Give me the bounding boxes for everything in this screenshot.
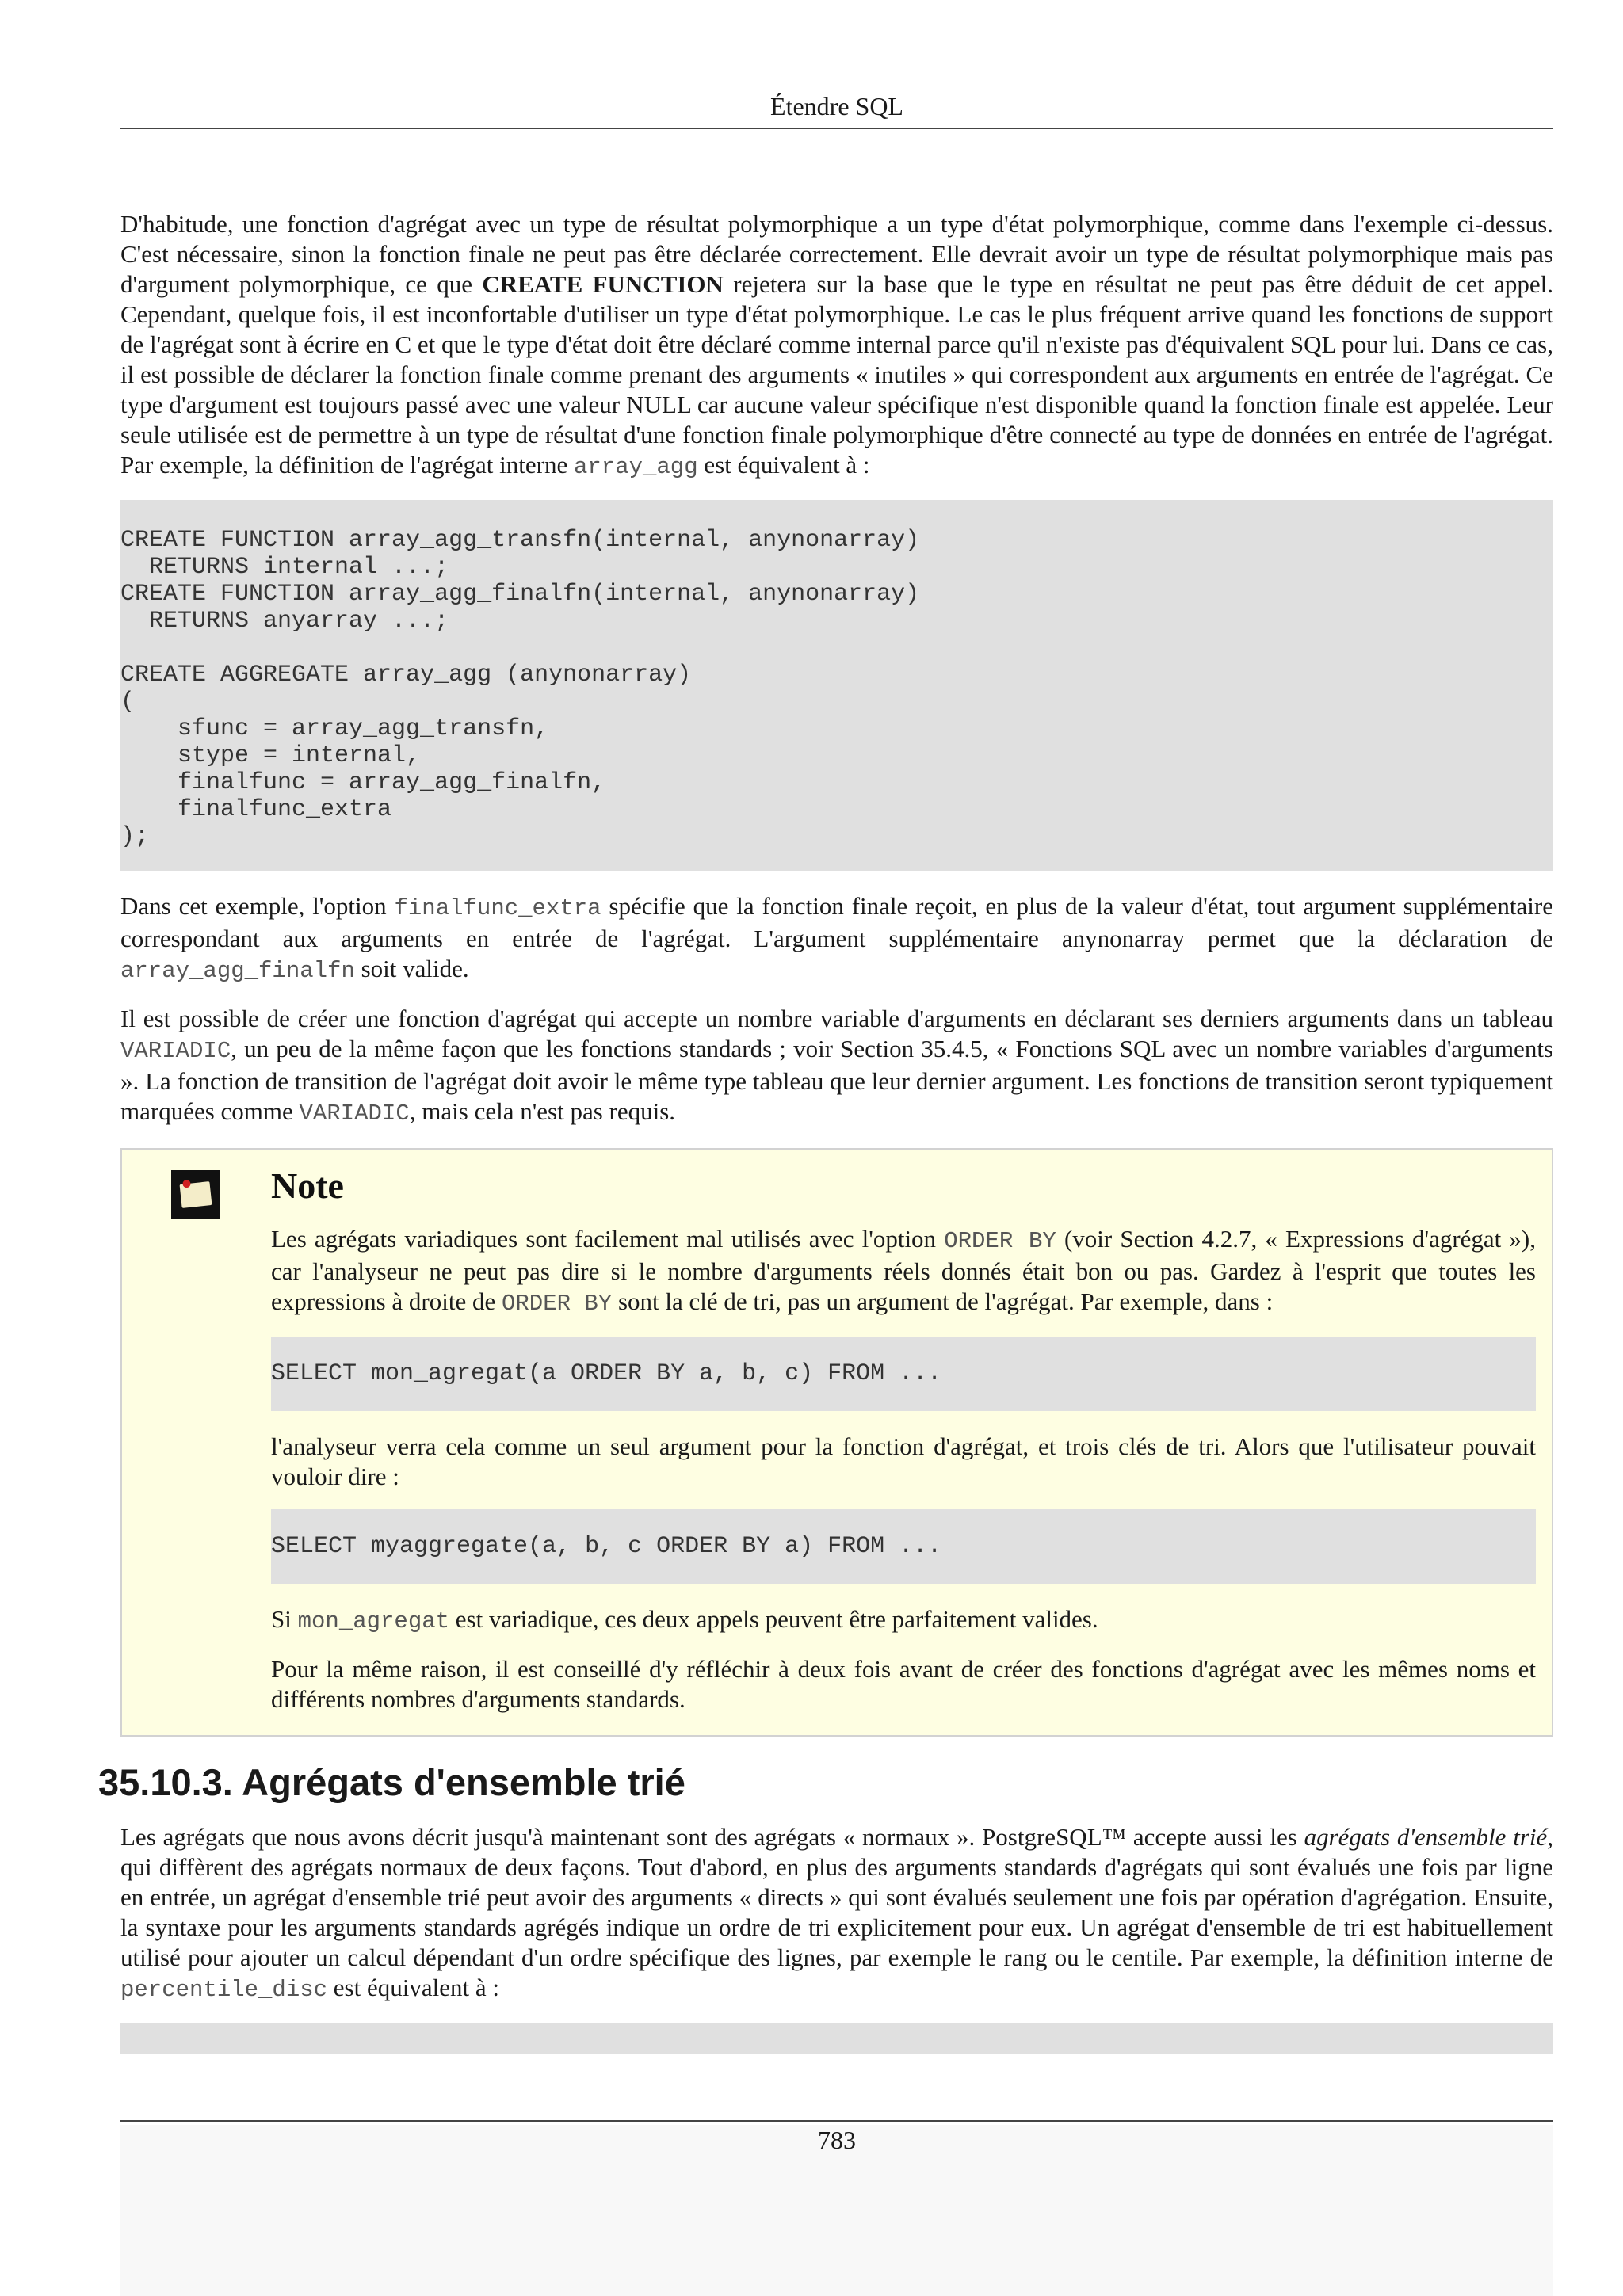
text: spécifie que la fonction finale reçoit, en plus de la valeur d'état, tout argument supplémentaire correspondant aux arguments en entrée de l'agrégat. L'argument supplémentaire anynonarray permet que la déclaration de [120,892,1553,952]
section-heading: 35.10.3. Agrégats d'ensemble trié [98,1761,685,1803]
note-icon [171,1170,220,1219]
note-paragraph-4: Pour la même raison, il est conseillé d'y réfléchir à deux fois avant de créer des fonctions d'agrégat avec les mêmes noms et différents nombres d'arguments standards. [271,1655,1536,1713]
text: , qui diffèrent des agrégats normaux de deux façons. Tout d'abord, en plus des arguments standards d'agrégats qui sont évalués une fois par ligne en entrée, un agrégat d'ensemble trié peut avoir des arguments « directs » qui sont évalués seulement une fois par opération d'agrégation. Ensuite, la syntaxe pour les arguments standards agrégés indique un ordre de tri explicitement pour eux. Un agrégat d'ensemble de tri est habituellement utilisé pour ajouter un calcul dépendant d'un ordre spécifique des lignes, par exemple le rang ou le centile. Par exemple, la définition interne de [120,1823,1554,1971]
inline-code: VARIADIC [120,1038,231,1064]
inline-code: ORDER BY [501,1291,613,1317]
inline-code: ORDER BY [944,1228,1056,1254]
inline-code: VARIADIC [299,1100,410,1127]
inline-code: percentile_disc [120,1977,328,2003]
text: soit valide. [354,955,469,982]
text: est équivalent à : [697,451,870,479]
page-header: Étendre SQL [770,92,903,120]
text: Les agrégats variadiques sont facilement mal utilisés avec l'option [271,1225,945,1253]
inline-code: array_agg_finalfn [120,958,355,984]
note-paragraph-3 [271,1604,1536,1637]
code-block-truncated [120,2023,1553,2054]
paragraph-ordered-set [120,1822,1553,2005]
page-number: 783 [818,2126,856,2154]
text: Les agrégats que nous avons décrit jusqu'à maintenant sont des agrégats « normaux ». PostgreSQL™ accepte aussi les [120,1823,1304,1851]
text: est équivalent à : [327,1974,499,2001]
paragraph-variadic [120,1004,1553,1129]
note-box [120,1148,1553,1737]
inline-code: array_agg [573,454,698,480]
text: , mais cela n'est pas requis. [409,1097,676,1125]
emphasis-text: agrégats d'ensemble trié [1304,1823,1548,1851]
text: (voir Section 4.2.7, « Expressions d'agrégat »), car l'analyseur ne peut pas dire si le nombre d'arguments réels donnés était bon ou pas. Gardez à l'esprit que toutes les expressions à droite de [271,1225,1536,1315]
note-paragraph-1 [271,1224,1536,1319]
footer-rule [120,2120,1553,2122]
text: sont la clé de tri, pas un argument de l'agrégat. Par exemple, dans : [612,1287,1274,1315]
paragraph-polymorphic [120,209,1553,482]
text: , un peu de la même façon que les fonctions standards ; voir Section 35.4.5, « Fonctions SQL avec un nombre variables d'arguments ». La fonction de transition de l'agrégat doit avoir le même type tableau que leur dernier argument. Les fonctions de transition seront typiquement marquées comme [120,1035,1553,1125]
create-function-keyword: CREATE FUNCTION [482,270,724,298]
header-rule [120,128,1553,129]
note-title: Note [271,1165,344,1206]
text: est variadique, ces deux appels peuvent être parfaitement valides. [449,1605,1098,1633]
text: rejetera sur la base que le type en résultat ne peut pas être déduit de cet appel. Cependant, quelque fois, il est inconfortable d'utiliser un type d'état polymorphique. Le cas le plus fréquent arrive quand les fonctions de support de l'agrégat sont à écrire en C et que le type d'état doit être déclaré comme internal parce qu'il n'existe pas d'équivalent SQL pour lui. Dans ce cas, il est possible de déclarer la fonction finale comme prenant des arguments « inutiles » qui correspondent aux arguments en entrée de l'agrégat. Ce type d'argument est toujours passé avec une valeur NULL car aucune valeur spécifique n'est disponible quand la fonction finale est appelée. Leur seule utilisée est de permettre à un type de résultat d'une fonction finale polymorphique d'être connecté au type de données en entrée de l'agrégat. Par exemple, la définition de l'agrégat interne [120,270,1553,479]
inline-code: mon_agregat [297,1608,450,1634]
page-content [98,209,1554,2054]
paragraph-finalfunc-extra [120,891,1553,986]
text: D'habitude, une fonction d'agrégat avec un type de résultat polymorphique a un type d'état polymorphique, comme dans l'exemple ci-dessus. C'est nécessaire, sinon la fonction finale ne peut pas être déclarée correctement. Elle devrait avoir un type de résultat polymorphique mais pas d'argument polymorphique, ce que [120,210,1553,298]
text: Dans cet exemple, l'option [120,892,395,920]
note-code-block-1: SELECT mon_agregat(a ORDER BY a, b, c) FROM ... [271,1337,1536,1411]
note-paragraph-2: l'analyseur verra cela comme un seul argument pour la fonction d'agrégat, et trois clés de tri. Alors que l'utilisateur pouvait vouloir dire : [271,1432,1536,1490]
text: Il est possible de créer une fonction d'agrégat qui accepte un nombre variable d'arguments en déclarant ses derniers arguments dans un tableau [120,1005,1553,1032]
code-block-array-agg: CREATE FUNCTION array_agg_transfn(internal, anynonarray) RETURNS internal ...; CREATE FUNCTION array_agg_finalfn(internal, anynonarray) RETURNS anyarray ...; CREATE AGGREGATE array_agg (anynonarray) ( sfunc = array_agg_transfn, stype = internal, finalfunc = array_agg_finalfn, finalfunc_extra ); [120,500,1553,871]
text: Si [271,1605,298,1633]
inline-code: finalfunc_extra [394,895,601,921]
note-code-block-2: SELECT myaggregate(a, b, c ORDER BY a) FROM ... [271,1509,1536,1584]
